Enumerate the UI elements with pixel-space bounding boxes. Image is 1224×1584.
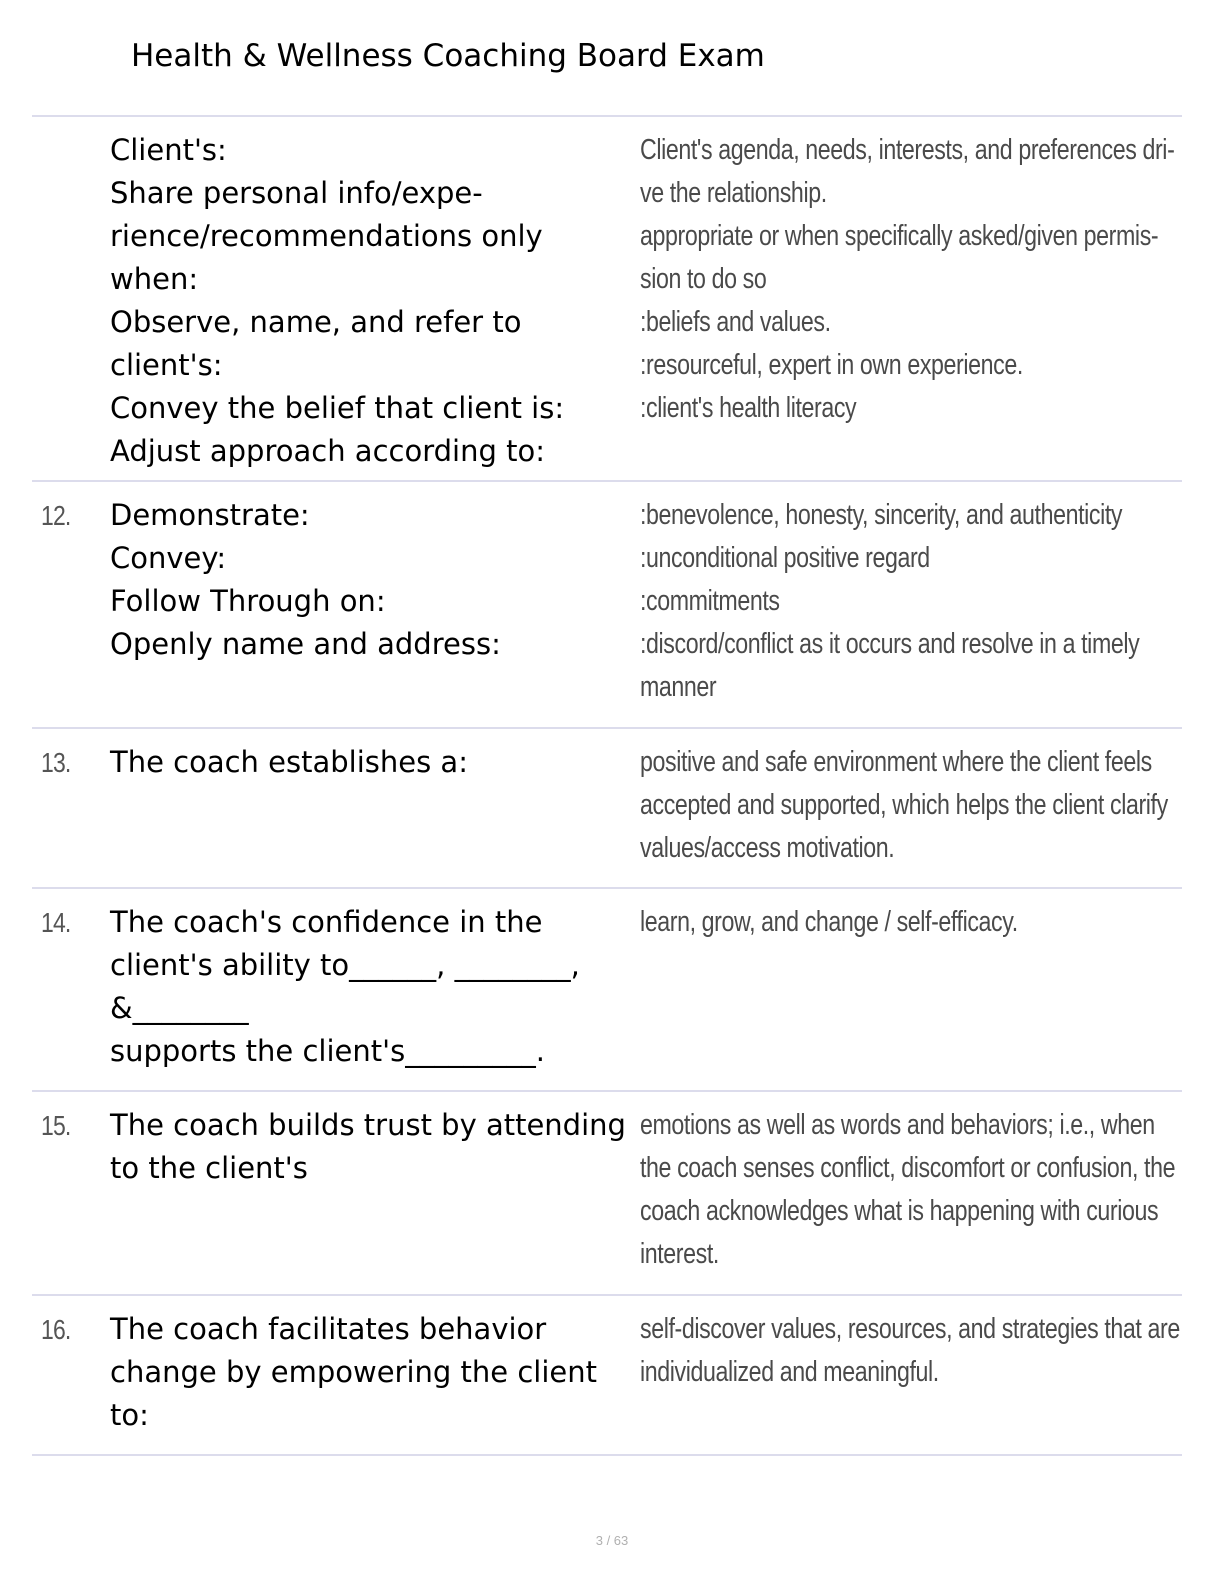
flashcard	[32, 729, 1182, 889]
page-title: Health & Wellness Coaching Board Exam	[131, 38, 765, 74]
term-line: The coach builds trust by attending	[110, 1108, 626, 1142]
term-line: Client's:	[110, 133, 227, 167]
definition-line: :client's health literacy	[640, 392, 857, 424]
definition-line: :benevolence, honesty, sincerity, and authenticity	[640, 499, 1123, 531]
definition-line: learn, grow, and change / self-efficacy.	[640, 906, 1018, 938]
card-term	[110, 741, 640, 784]
card-term	[110, 1104, 640, 1190]
card-term	[110, 901, 640, 1073]
card-number: 15.	[41, 1110, 71, 1141]
definition-line: the coach senses conflict, discomfort or confusion, the	[640, 1152, 1176, 1184]
page-indicator: 3 / 63	[595, 1533, 629, 1548]
definition-line: values/access motivation.	[640, 832, 895, 864]
flashcard	[32, 1296, 1182, 1456]
term-line: The coach's confidence in the	[110, 905, 543, 939]
definition-line: manner	[640, 671, 717, 703]
term-line: to:	[110, 1398, 149, 1432]
card-definition	[640, 129, 1175, 430]
term-line: The coach facilitates behavior	[110, 1312, 547, 1346]
flashcard	[32, 1092, 1182, 1296]
term-line: to the client's	[110, 1151, 308, 1185]
term-line: &________	[110, 991, 249, 1025]
card-definition	[640, 1308, 1180, 1394]
definition-line: :beliefs and values.	[640, 306, 831, 338]
definition-line: interest.	[640, 1238, 719, 1270]
flashcard	[32, 482, 1182, 729]
term-line: change by empowering the client	[110, 1355, 597, 1389]
term-line: client's ability to______, ________,	[110, 948, 580, 982]
definition-line: appropriate or when specifically asked/given permis-	[640, 220, 1159, 252]
flashcard	[32, 889, 1182, 1092]
card-definition	[640, 901, 1152, 944]
definition-line: positive and safe environment where the client feels	[640, 746, 1152, 778]
definition-line: emotions as well as words and behaviors; i.e., when	[640, 1109, 1155, 1141]
definition-line: :discord/conflict as it occurs and resolve in a timely	[640, 628, 1140, 660]
definition-line: Client's agenda, needs, interests, and preferences dri-	[640, 134, 1175, 166]
card-number: 14.	[41, 907, 71, 938]
card-definition	[640, 1104, 1176, 1276]
card-term	[110, 129, 640, 473]
definition-line: self-discover values, resources, and strategies that are	[640, 1313, 1180, 1345]
term-line: Observe, name, and refer to	[110, 305, 522, 339]
term-line: Share personal info/expe-	[110, 176, 483, 210]
definition-line: sion to do so	[640, 263, 767, 295]
definition-line: ve the relationship.	[640, 177, 827, 209]
flashcard	[32, 117, 1182, 482]
card-definition	[640, 741, 1168, 870]
term-line: supports the client's_________.	[110, 1034, 545, 1068]
card-number: 12.	[41, 500, 71, 531]
definition-line: individualized and meaningful.	[640, 1356, 939, 1388]
card-number: 16.	[41, 1314, 71, 1345]
card-definition	[640, 494, 1152, 709]
definition-line: :unconditional positive regard	[640, 542, 930, 574]
term-line: Follow Through on:	[110, 584, 386, 618]
term-line: rience/recommendations only	[110, 219, 543, 253]
definition-line: accepted and supported, which helps the client clarify	[640, 789, 1168, 821]
term-line: when:	[110, 262, 199, 296]
card-term	[110, 494, 640, 666]
definition-line: :resourceful, expert in own experience.	[640, 349, 1023, 381]
term-line: The coach establishes a:	[110, 745, 468, 779]
card-number: 13.	[41, 747, 71, 778]
term-line: Convey the belief that client is:	[110, 391, 565, 425]
card-term	[110, 1308, 640, 1437]
term-line: Adjust approach according to:	[110, 434, 545, 468]
term-line: client's:	[110, 348, 223, 382]
term-line: Openly name and address:	[110, 627, 501, 661]
term-line: Convey:	[110, 541, 227, 575]
term-line: Demonstrate:	[110, 498, 310, 532]
definition-line: :commitments	[640, 585, 780, 617]
definition-line: coach acknowledges what is happening with curious	[640, 1195, 1159, 1227]
